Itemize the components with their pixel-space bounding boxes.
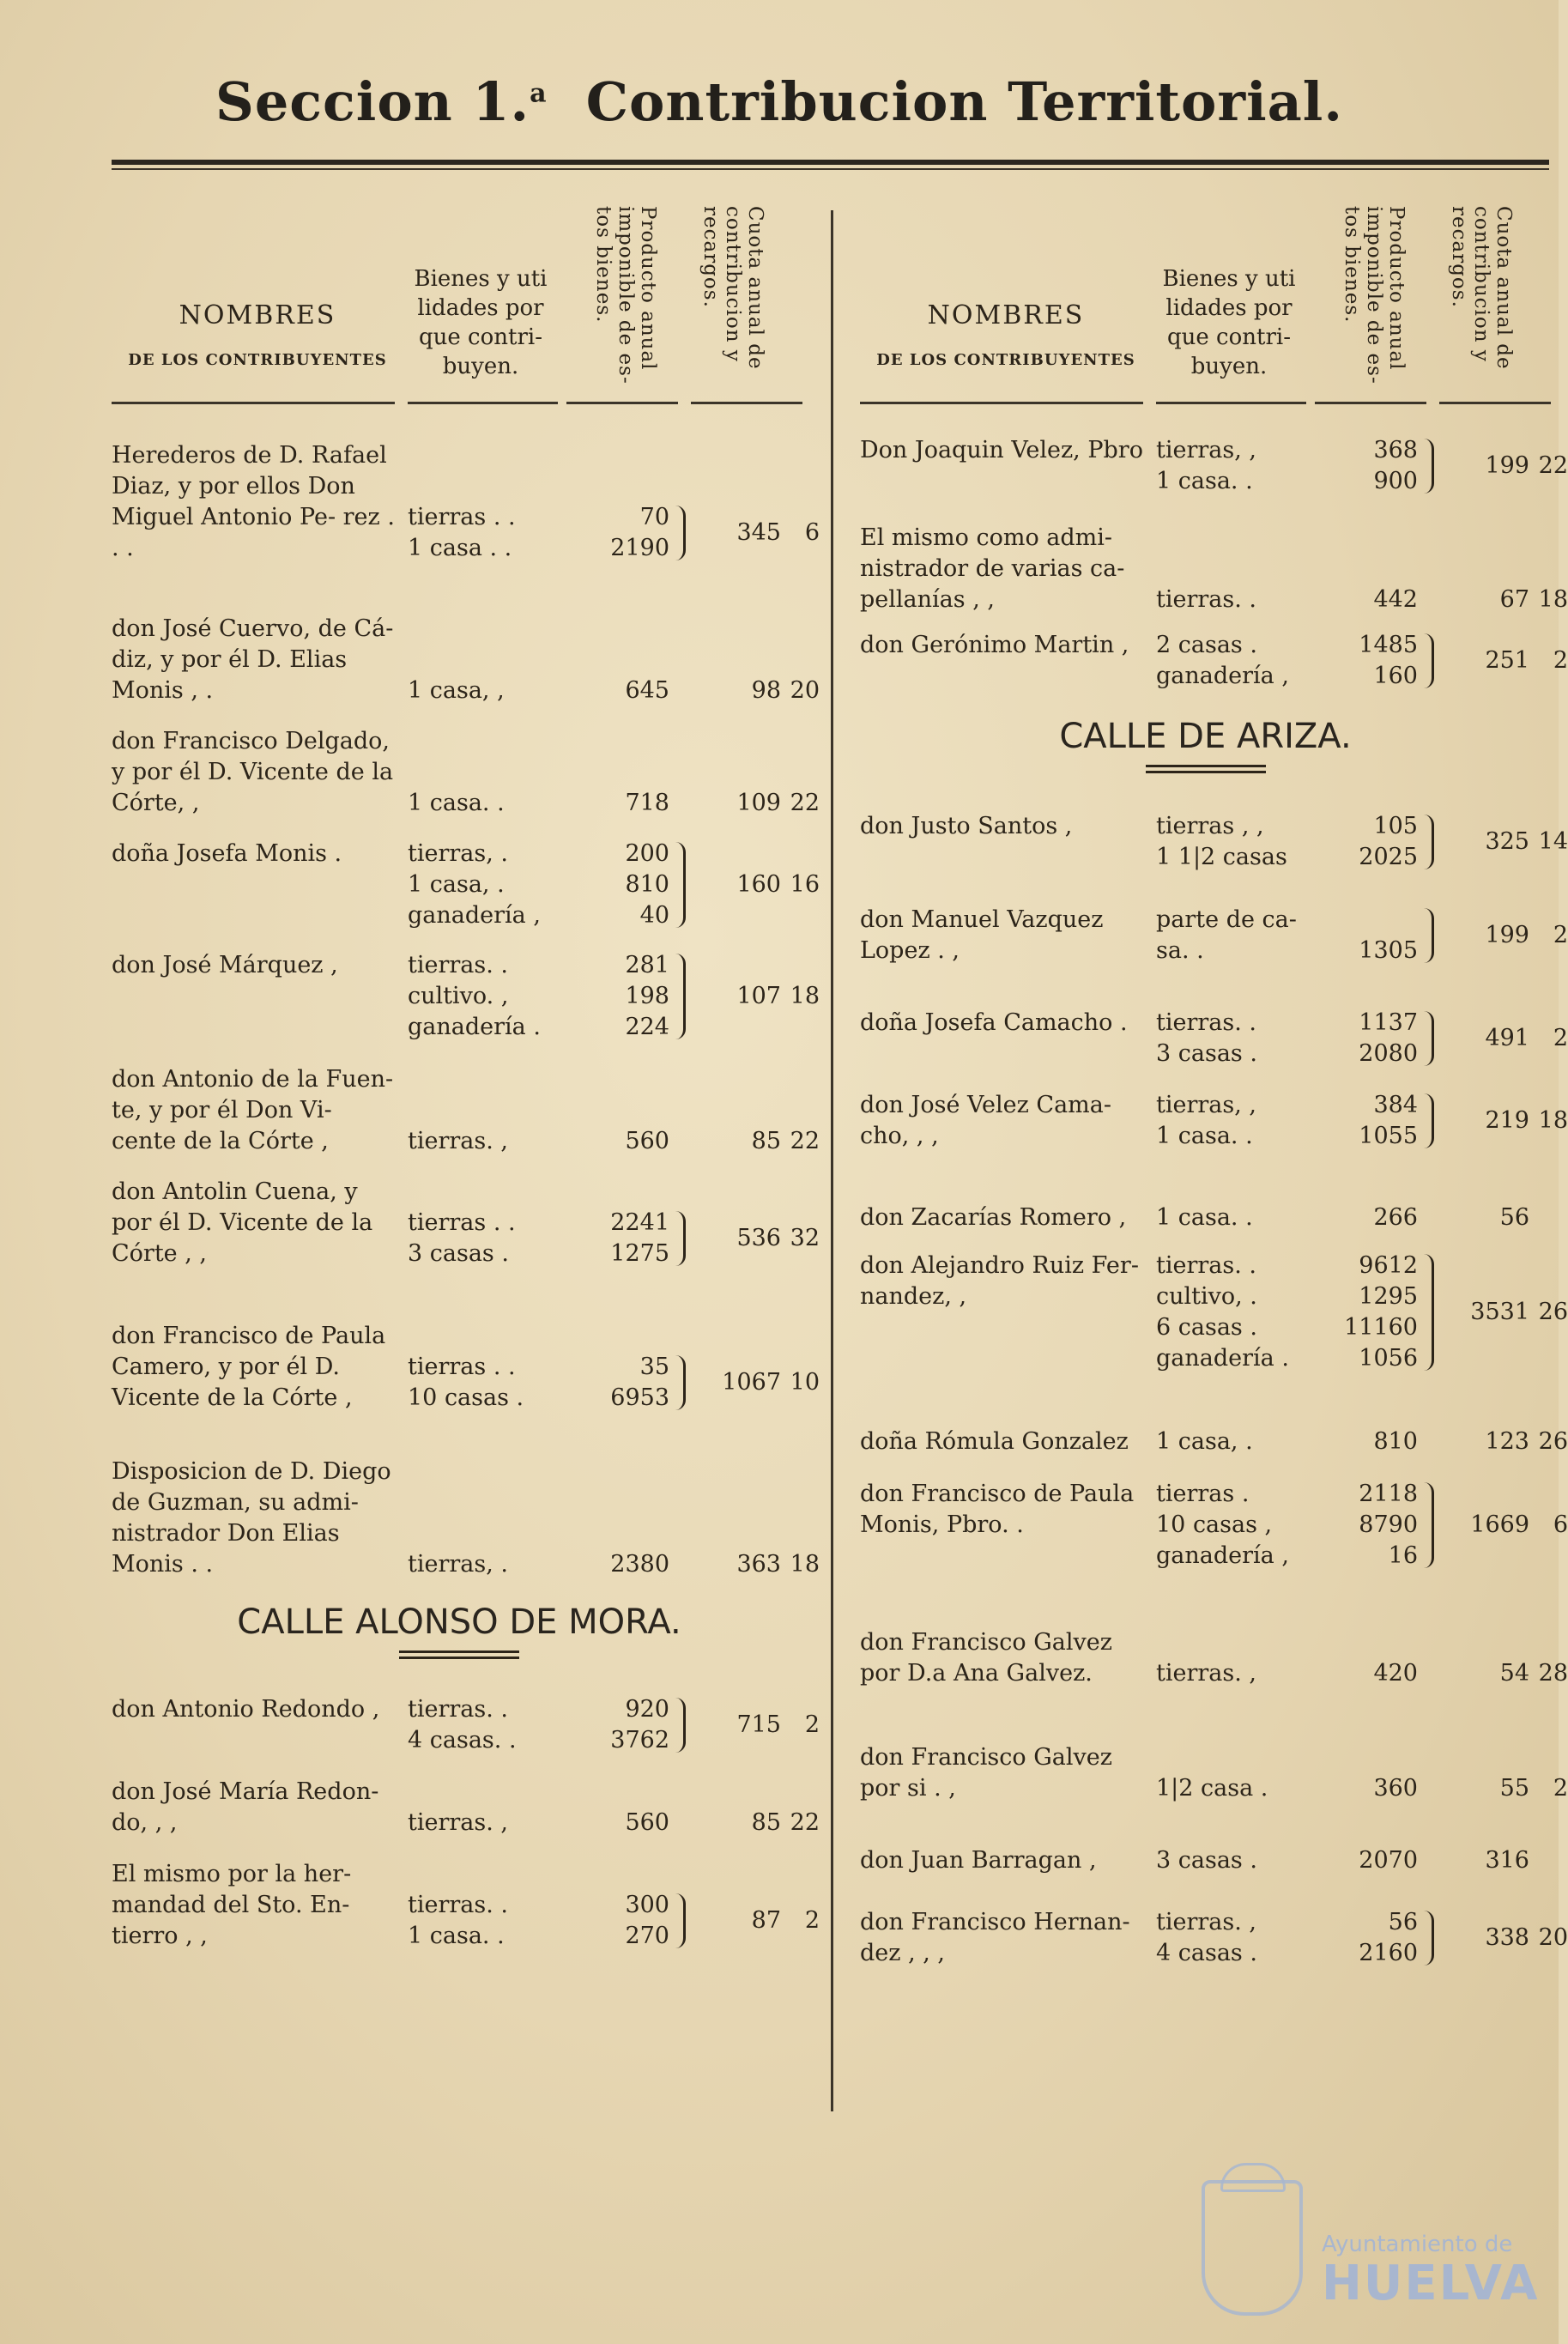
quota-cents: 22 (790, 1127, 820, 1154)
asset-item: ganadería , (1156, 663, 1289, 689)
quota-cents: 2 (1553, 1775, 1568, 1802)
product-values (1323, 1090, 1418, 1152)
brace (1421, 908, 1434, 963)
contributor-name: don Justo Santos , (860, 813, 1073, 840)
quota-value: 325 (1485, 828, 1529, 856)
product-values (1323, 1658, 1418, 1689)
product-values (575, 1694, 669, 1756)
quota-cents: 18 (790, 1551, 820, 1578)
product-values (575, 1808, 669, 1838)
double-rule (399, 1650, 519, 1659)
header-nombres: NOMBRES DE LOS CONTRIBUYENTES (128, 300, 387, 369)
asset-item: tierras, , (1156, 436, 1256, 463)
contributor-name: El mismo como admi- nistrador de varias ca- pellanías , , (860, 524, 1125, 614)
asset-item: tierras. . (408, 951, 508, 978)
header-underline (566, 402, 678, 404)
right-column (860, 180, 1568, 1966)
product-value: 368 (1373, 436, 1418, 463)
huelva-seal-watermark: Ayuntamiento de HUELVA (1202, 2163, 1528, 2335)
quota-value: 251 (1485, 647, 1529, 674)
quota-value: 87 (751, 1907, 781, 1934)
header-bienes: Bienes y uti lidades por que contri- buyen. (414, 266, 548, 379)
product-values (1323, 1845, 1418, 1876)
quota-value: 316 (1485, 1847, 1529, 1874)
header-cuota: Cuota anual de contribucion y recargos. (1448, 206, 1515, 370)
street-heading (112, 1602, 807, 1659)
brace (1421, 1011, 1434, 1066)
product-value: 2160 (1359, 1940, 1418, 1966)
asset-items (1156, 811, 1319, 873)
brace (673, 1211, 686, 1266)
asset-item: parte de ca- (1156, 906, 1297, 933)
asset-items (408, 950, 571, 1043)
product-values (1323, 1251, 1418, 1374)
asset-items (408, 1694, 571, 1756)
contributor-name: don Juan Barragan , (860, 1847, 1097, 1874)
contributor-name: don José Velez Cama- cho, , , (860, 1092, 1112, 1149)
product-value: 160 (1373, 663, 1418, 689)
quota-cents: 22 (790, 1809, 820, 1836)
brace (673, 842, 686, 928)
quota-value: 199 (1485, 451, 1529, 479)
asset-item: cultivo. , (408, 982, 509, 1009)
product-value: 198 (625, 982, 669, 1009)
asset-items (1156, 1008, 1319, 1069)
product-value: 1056 (1359, 1345, 1418, 1372)
contributor-name: don Alejandro Ruiz Fer- nandez, , (860, 1252, 1139, 1311)
product-value: 1485 (1359, 632, 1418, 658)
product-values (1323, 811, 1418, 873)
brace (673, 1355, 686, 1410)
asset-item: 6 casas . (1156, 1314, 1257, 1342)
asset-item: cultivo, . (1156, 1283, 1257, 1311)
quota-cents: 26 (1538, 1428, 1568, 1455)
contributor-name: doña Josefa Camacho . (860, 1009, 1128, 1036)
header-underline (691, 402, 802, 404)
asset-item: tierras. . (408, 1696, 508, 1723)
product-value: 105 (1373, 813, 1418, 840)
asset-item: 1 casa. . (1156, 1123, 1253, 1149)
contributor-name: don Antonio de la Fuen- te, y por él Don Vi- cente de la Córte , (112, 1065, 394, 1154)
product-value: 8790 (1359, 1511, 1418, 1538)
asset-item: ganadería . (408, 1013, 541, 1040)
left-column (112, 180, 820, 1949)
asset-item: tierras. . (1156, 1009, 1256, 1036)
quota-value: 107 (736, 982, 781, 1009)
quota-cents: 22 (790, 790, 820, 816)
product-values (575, 950, 669, 1043)
quota-cents: 2 (804, 1907, 820, 1934)
product-value: 1295 (1359, 1283, 1418, 1311)
product-value: 11160 (1344, 1314, 1418, 1342)
product-values (575, 1549, 669, 1580)
contributor-name: don Francisco Hernan- dez , , , (860, 1909, 1130, 1966)
product-value: 224 (625, 1013, 669, 1040)
asset-items (1156, 1658, 1319, 1689)
quota-cents: 2 (1553, 647, 1568, 674)
asset-item: tierras . . (408, 1208, 516, 1236)
header-underline (1156, 402, 1306, 404)
product-value: 281 (625, 951, 669, 978)
quota-cents: 28 (1538, 1659, 1568, 1687)
product-value: 560 (625, 1809, 669, 1836)
quota-value: 67 (1499, 586, 1529, 614)
header-producto: Producto anual imponible de es- tos bienes. (1341, 206, 1408, 385)
product-value: 1275 (610, 1239, 669, 1267)
product-value: 645 (625, 676, 669, 704)
asset-item: tierras , , (1156, 813, 1264, 840)
product-value: 2070 (1359, 1847, 1418, 1874)
brace (1421, 633, 1434, 688)
brace (673, 954, 686, 1039)
asset-item: 3 casas . (1156, 1040, 1257, 1067)
product-value: 810 (625, 871, 669, 899)
contributor-name: don José Cuervo, de Cá- diz, y por él D. Elias Monis , . (112, 615, 394, 704)
header-underline (112, 402, 395, 404)
quota-value: 109 (736, 790, 781, 816)
asset-item: 1 casa, . (408, 871, 505, 899)
contributor-name: El mismo por la her- mandad del Sto. En- tierro , , (112, 1861, 352, 1949)
quota-cents: 22 (1538, 451, 1568, 479)
brace (1421, 1093, 1434, 1148)
quota-cents: 14 (1538, 828, 1568, 856)
asset-items (408, 1808, 571, 1838)
asset-items (1156, 1773, 1319, 1804)
quota-value: 3531 (1470, 1299, 1529, 1326)
product-value: 200 (625, 840, 669, 868)
asset-item: 1|2 casa . (1156, 1775, 1268, 1802)
brace (673, 1698, 686, 1753)
asset-items (408, 1352, 571, 1414)
asset-items (408, 1208, 571, 1269)
quota-cents: 32 (790, 1224, 820, 1251)
product-value (1323, 905, 1418, 936)
street-name: CALLE ALONSO DE MORA. (237, 1602, 681, 1642)
contributor-name: don Zacarías Romero , (860, 1204, 1127, 1232)
product-value: 270 (625, 1923, 669, 1949)
asset-item: tierras. , (408, 1809, 508, 1836)
asset-item: tierras. . (408, 1892, 508, 1918)
contributor-name: don Antonio Redondo , (112, 1696, 380, 1723)
asset-item: 1 casa. . (408, 1923, 505, 1949)
asset-item: tierras . (1156, 1480, 1250, 1507)
product-values (575, 839, 669, 931)
quota-cents: 20 (790, 676, 820, 704)
product-values (575, 1352, 669, 1414)
contributor-name: don Francisco Delgado, y por él D. Vicente de la Córte, , (112, 728, 394, 816)
contributor-name: don José María Redon- do, , , (112, 1778, 379, 1836)
contributor-name: don Francisco de Paula Monis, Pbro. . (860, 1480, 1135, 1538)
double-rule (1146, 765, 1266, 773)
product-values (575, 675, 669, 706)
asset-items (1156, 1426, 1319, 1457)
asset-items (1156, 435, 1319, 497)
product-values (1323, 1773, 1418, 1804)
asset-item: tierras, . (408, 1551, 508, 1578)
header-underline (408, 402, 558, 404)
quota-value: 536 (736, 1224, 781, 1251)
brace (673, 1893, 686, 1948)
quota-cents: 18 (790, 982, 820, 1009)
product-values (575, 502, 669, 564)
product-value: 810 (1373, 1428, 1418, 1455)
asset-item: 3 casas . (1156, 1847, 1257, 1874)
asset-items (408, 675, 571, 706)
asset-item: 1 casa. . (408, 790, 505, 816)
asset-items (408, 1890, 571, 1952)
product-values (1323, 1008, 1418, 1069)
quota-value: 1669 (1470, 1511, 1529, 1538)
quota-cents: 6 (804, 519, 820, 547)
product-value: 2241 (610, 1208, 669, 1236)
quota-value: 85 (751, 1809, 781, 1836)
asset-item: 3 casas . (408, 1239, 509, 1267)
header-underline (1315, 402, 1426, 404)
asset-item: sa. . (1156, 937, 1204, 964)
product-value: 300 (625, 1892, 669, 1918)
asset-item: 10 casas , (1156, 1511, 1273, 1538)
product-value: 56 (1388, 1909, 1418, 1935)
quota-value: 98 (751, 676, 781, 704)
product-value: 16 (1388, 1541, 1418, 1569)
product-value: 900 (1373, 467, 1418, 494)
contributor-name: doña Rómula Gonzalez (860, 1428, 1129, 1455)
contributor-name: don Francisco Galvez por D.a Ana Galvez. (860, 1628, 1112, 1687)
product-values (575, 1890, 669, 1952)
asset-items (1156, 1479, 1319, 1572)
product-value: 40 (639, 902, 669, 930)
product-value: 1137 (1359, 1009, 1418, 1036)
product-value: 560 (625, 1127, 669, 1154)
product-values (1323, 584, 1418, 615)
asset-item: 10 casas . (408, 1384, 524, 1411)
product-value: 384 (1373, 1092, 1418, 1118)
page-title: Seccion 1.$^a$ Contribucion Territorial. (215, 70, 1343, 133)
asset-item: ganadería , (1156, 1541, 1289, 1569)
brace (673, 506, 686, 560)
asset-item: 1 casa. . (1156, 467, 1253, 494)
quota-cents: 16 (790, 871, 820, 899)
product-value: 1055 (1359, 1123, 1418, 1149)
asset-item: ganadería . (1156, 1345, 1289, 1372)
shield-icon (1202, 2180, 1303, 2316)
quota-cents: 2 (804, 1711, 820, 1738)
street-name: CALLE DE ARIZA. (1059, 716, 1352, 756)
asset-items (408, 839, 571, 931)
quota-value: 491 (1485, 1025, 1529, 1051)
product-value: 718 (625, 790, 669, 816)
asset-items (408, 502, 571, 564)
product-value: 35 (639, 1353, 669, 1380)
asset-items (1156, 630, 1319, 692)
asset-item: 1 casa, . (1156, 1428, 1253, 1455)
quota-value: 55 (1499, 1775, 1529, 1802)
product-value: 2380 (610, 1551, 669, 1578)
contributor-name: don José Márquez , (112, 951, 338, 978)
asset-item: ganadería , (408, 902, 541, 930)
left-table-header (112, 180, 807, 403)
contributor-name: Disposicion de D. Diego de Guzman, su admi- nistrador Don Elias Monis . . (112, 1458, 391, 1578)
asset-item: 1 casa. . (1156, 1204, 1253, 1232)
quota-cents: 6 (1553, 1511, 1568, 1538)
quota-cents: 26 (1538, 1299, 1568, 1326)
contributor-name: doña Josefa Monis . (112, 840, 342, 868)
quota-cents: 2 (1553, 922, 1568, 948)
product-values (1323, 630, 1418, 692)
quota-value: 199 (1485, 922, 1529, 948)
quota-cents: 10 (790, 1368, 820, 1396)
asset-item: 1 1|2 casas (1156, 844, 1287, 871)
contributor-name: Herederos de D. Rafael Diaz, y por ellos Don Miguel Antonio Pe- rez . . . (112, 442, 395, 562)
product-value: 2025 (1359, 844, 1418, 871)
column-divider (831, 210, 833, 2111)
quota-cents: 2 (1553, 1025, 1568, 1051)
brace (1421, 815, 1434, 869)
quota-value: 338 (1485, 1924, 1529, 1951)
product-values (1323, 1202, 1418, 1233)
contributor-name: don Gerónimo Martin , (860, 632, 1129, 658)
product-values (575, 1126, 669, 1157)
asset-item: tierras. . (1156, 586, 1256, 614)
product-value: 360 (1373, 1775, 1418, 1802)
header-bienes: Bienes y uti lidades por que contri- buyen. (1162, 266, 1296, 379)
product-values (1323, 1426, 1418, 1457)
contributor-name: don Francisco de Paula Camero, y por él D. Vicente de la Córte , (112, 1322, 386, 1411)
asset-item: tierras . . (408, 1353, 516, 1380)
brace (1421, 1911, 1434, 1965)
asset-item: 4 casas. . (408, 1727, 517, 1753)
asset-items (408, 788, 571, 819)
quota-value: 123 (1485, 1428, 1529, 1455)
asset-item: tierras . . (408, 504, 516, 531)
brace (1421, 1482, 1434, 1568)
asset-item: tierras, , (1156, 1092, 1256, 1118)
contributor-name: don Antolin Cuena, y por él D. Vicente de la Córte , , (112, 1178, 373, 1267)
asset-item: tierras, . (408, 840, 508, 868)
product-value: 2118 (1359, 1480, 1418, 1507)
title-rule (112, 160, 1549, 165)
header-producto: Producto anual imponible de es- tos bienes. (592, 206, 659, 385)
asset-item: tierras. , (1156, 1659, 1256, 1687)
product-values (1323, 1907, 1418, 1969)
quota-value: 85 (751, 1127, 781, 1154)
product-values (575, 788, 669, 819)
quota-cents: 18 (1538, 1107, 1568, 1134)
asset-item: tierras. . (1156, 1252, 1256, 1280)
quota-value: 345 (736, 519, 781, 547)
title-rule-thin (112, 168, 1549, 170)
header-underline (860, 402, 1143, 404)
contributor-name: Don Joaquin Velez, Pbro (860, 436, 1143, 463)
product-values (575, 1208, 669, 1269)
brace (1421, 1254, 1434, 1371)
asset-items (408, 1126, 571, 1157)
asset-item: 2 casas . (1156, 632, 1257, 658)
product-value: 1305 (1359, 937, 1418, 964)
product-value: 266 (1373, 1204, 1418, 1232)
brace (1421, 439, 1434, 494)
product-value: 420 (1373, 1659, 1418, 1687)
asset-items (1156, 1907, 1319, 1969)
asset-item: tierras. , (1156, 1909, 1256, 1935)
asset-item: 1 casa . . (408, 535, 512, 562)
product-values (1323, 905, 1418, 966)
asset-items (1156, 1251, 1319, 1374)
product-value: 70 (639, 504, 669, 531)
product-value: 3762 (610, 1727, 669, 1753)
quota-value: 363 (736, 1551, 781, 1578)
product-value: 2190 (610, 535, 669, 562)
header-nombres: NOMBRES DE LOS CONTRIBUYENTES (876, 300, 1135, 369)
quota-value: 219 (1485, 1107, 1529, 1134)
product-value: 2080 (1359, 1040, 1418, 1067)
header-underline (1439, 402, 1551, 404)
street-heading (860, 717, 1551, 773)
quota-value: 160 (736, 871, 781, 899)
asset-items (408, 1549, 571, 1580)
quota-value: 715 (736, 1711, 781, 1738)
asset-item: 1 casa, , (408, 676, 505, 704)
product-value: 6953 (610, 1384, 669, 1411)
product-values (1323, 435, 1418, 497)
product-value: 9612 (1359, 1252, 1418, 1280)
asset-items (1156, 905, 1319, 966)
header-cuota: Cuota anual de contribucion y recargos. (699, 206, 766, 370)
quota-value: 1067 (722, 1368, 781, 1396)
right-table-header (860, 180, 1551, 403)
asset-item: 4 casas . (1156, 1940, 1257, 1966)
product-values (1323, 1479, 1418, 1572)
product-value: 920 (625, 1696, 669, 1723)
quota-cents: 20 (1538, 1924, 1568, 1951)
quota-value: 54 (1499, 1659, 1529, 1687)
asset-item: tierras. , (408, 1127, 508, 1154)
asset-items (1156, 584, 1319, 615)
contributor-name: don Manuel Vazquez Lopez . , (860, 906, 1104, 964)
quota-value: 56 (1499, 1204, 1529, 1232)
quota-cents: 18 (1538, 586, 1568, 614)
product-value: 442 (1373, 586, 1418, 614)
asset-items (1156, 1090, 1319, 1152)
asset-items (1156, 1202, 1319, 1233)
asset-items (1156, 1845, 1319, 1876)
contributor-name: don Francisco Galvez por si . , (860, 1744, 1112, 1802)
